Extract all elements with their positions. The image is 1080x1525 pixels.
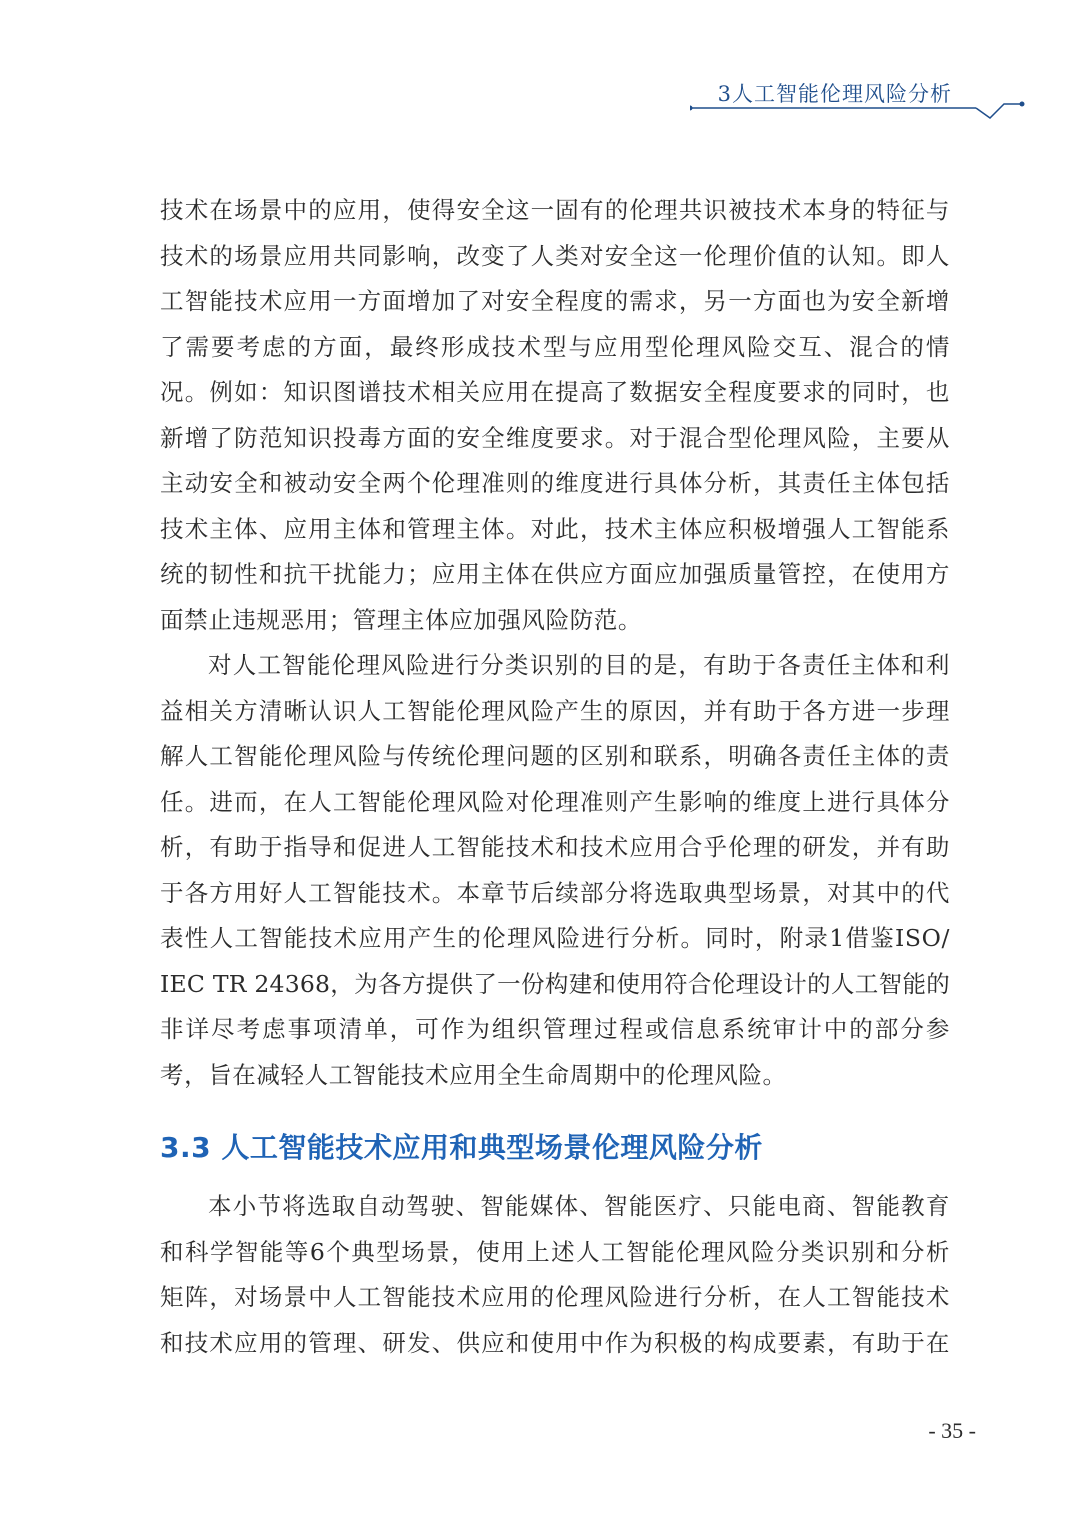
paragraph-1-line: 技术在场景中的应用，使得安全这一固有的伦理共识被技术本身的特征与 [160,196,950,224]
paragraph-2-line: 解人工智能伦理风险与传统伦理问题的区别和联系，明确各责任主体的责 [160,742,950,770]
section-paragraph-line: 矩阵，对场景中人工智能技术应用的伦理风险进行分析，在人工智能技术 [160,1283,950,1311]
paragraph-2-line: 非详尽考虑事项清单，可作为组织管理过程或信息系统审计中的部分参 [160,1015,950,1043]
paragraph-1-line: 面禁止违规恶用；管理主体应加强风险防范。 [160,605,642,634]
paragraph-1-line: 了需要考虑的方面，最终形成技术型与应用型伦理风险交互、混合的情 [160,332,950,361]
section-body [160,1184,950,1366]
section-paragraph [160,1184,950,1366]
paragraph-2-line: 表性人工智能技术应用产生的伦理风险进行分析。同时，附录1借鉴ISO/ [160,924,950,952]
section-heading: 3.3 人工智能技术应用和典型场景伦理风险分析 [160,1131,763,1164]
paragraph-1-line: 工智能技术应用一方面增加了对安全程度的需求，另一方面也为安全新增 [160,287,950,315]
paragraph-1-line: 新增了防范知识投毒方面的安全维度要求。对于混合型伦理风险，主要从 [160,423,950,452]
section-paragraph-line: 和科学智能等6个典型场景，使用上述人工智能伦理风险分类识别和分析 [160,1237,950,1266]
running-header [690,74,1030,124]
section-paragraph-line: 和技术应用的管理、研发、供应和使用中作为积极的构成要素，有助于在 [160,1328,950,1357]
paragraph-1-line: 统的韧性和抗干扰能力；应用主体在供应方面应加强质量管控，在使用方 [160,560,950,588]
paragraph-2-line: 考，旨在减轻人工智能技术应用全生命周期中的伦理风险。 [160,1060,787,1089]
paragraph-2-line: 益相关方清晰认识人工智能伦理风险产生的原因，并有助于各方进一步理 [160,696,950,725]
paragraph-2-line: 于各方用好人工智能技术。本章节后续部分将选取典型场景，对其中的代 [160,878,950,907]
paragraph-2-line: 任。进而，在人工智能伦理风险对伦理准则产生影响的维度上进行具体分 [160,787,950,816]
paragraph-2-line: 析，有助于指导和促进人工智能技术和技术应用合乎伦理的研发，并有助 [160,833,950,861]
paragraph-2-line: 对人工智能伦理风险进行分类识别的目的是，有助于各责任主体和利 [208,651,950,679]
chapter-title: 3人工智能伦理风险分析 [717,82,952,106]
paragraph-1-line: 况。例如：知识图谱技术相关应用在提高了数据安全程度要求的同时，也 [160,378,950,406]
paragraph-2 [160,643,950,1098]
paragraph-2-line: IEC TR 24368，为各方提供了一份构建和使用符合伦理设计的人工智能的 [160,969,950,998]
section-paragraph-line: 本小节将选取自动驾驶、智能媒体、智能医疗、只能电商、智能教育 [208,1192,950,1220]
body-text [160,188,950,1098]
paragraph-1-line: 技术的场景应用共同影响，改变了人类对安全这一伦理价值的认知。即人 [160,241,950,270]
paragraph-1-line: 技术主体、应用主体和管理主体。对此，技术主体应积极增强人工智能系 [160,514,950,543]
page-number: - 35 - [928,1418,976,1443]
paragraph-1 [160,188,950,643]
paragraph-1-line: 主动安全和被动安全两个伦理准则的维度进行具体分析，其责任主体包括 [160,469,950,497]
header-rule-decoration [690,74,1030,124]
